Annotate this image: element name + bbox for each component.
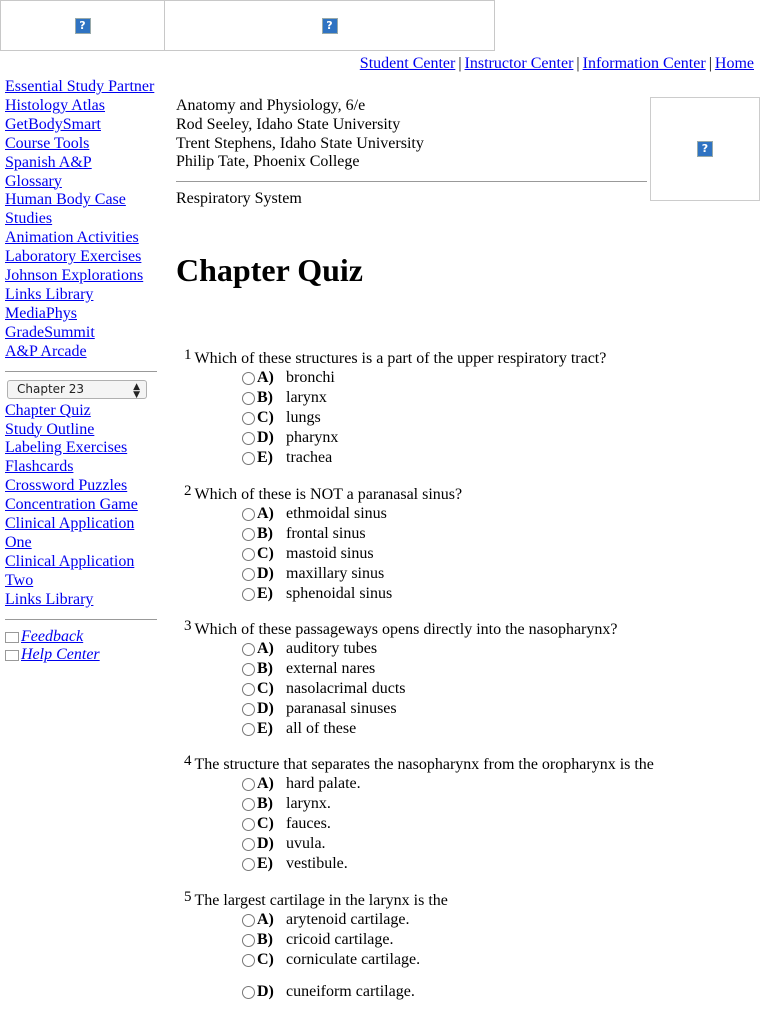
option-text: all of these <box>286 720 357 737</box>
option-letter: C) <box>257 951 274 968</box>
radio-button[interactable] <box>242 663 255 676</box>
sidebar-link-links-library[interactable]: Links Library <box>5 285 94 303</box>
question-text <box>184 483 754 504</box>
option-letter: A) <box>257 505 274 522</box>
question-number: 4 <box>184 753 192 769</box>
answer-options <box>242 368 754 468</box>
select-arrows-icon: ▲ ▼ <box>133 381 140 400</box>
sidebar-divider <box>5 371 157 372</box>
option-letter: B) <box>257 660 273 677</box>
radio-button[interactable] <box>242 858 255 871</box>
option-text: larynx <box>286 389 327 406</box>
answer-option[interactable] <box>242 950 754 970</box>
answer-option[interactable] <box>242 564 754 584</box>
answer-option[interactable] <box>242 428 754 448</box>
option-text: frontal sinus <box>286 525 366 542</box>
answer-option[interactable] <box>242 448 754 468</box>
option-letter: D) <box>257 565 274 582</box>
question-prompt: Which of these passageways opens directly into the nasopharynx? <box>194 621 618 638</box>
question-number: 3 <box>184 618 192 634</box>
option-text: maxillary sinus <box>286 565 385 582</box>
option-text: fauces. <box>286 815 331 832</box>
option-text: cricoid cartilage. <box>286 931 394 948</box>
option-letter: B) <box>257 525 273 542</box>
section-name: Respiratory System <box>176 190 302 207</box>
nav-link-information-center[interactable]: Information Center <box>582 55 706 72</box>
quiz-question <box>184 618 754 739</box>
header-banner-right <box>164 0 495 51</box>
option-text: uvula. <box>286 835 326 852</box>
sidebar-link-mediaphys[interactable]: MediaPhys <box>5 304 77 322</box>
radio-button[interactable] <box>242 548 255 561</box>
book-title: Anatomy and Physiology, 6/e <box>176 97 366 114</box>
nav-separator: | <box>708 55 712 72</box>
answer-option[interactable] <box>242 659 754 679</box>
answer-option[interactable] <box>242 794 754 814</box>
nav-separator: | <box>576 55 580 72</box>
option-text: external nares <box>286 660 376 677</box>
radio-button[interactable] <box>242 683 255 696</box>
top-navigation <box>360 55 754 73</box>
option-letter: B) <box>257 795 273 812</box>
radio-button[interactable] <box>242 528 255 541</box>
sidebar-link-gradesummit[interactable]: GradeSummit <box>5 323 95 341</box>
nav-link-instructor-center[interactable]: Instructor Center <box>464 55 574 72</box>
option-letter: A) <box>257 911 274 928</box>
header-banner-left <box>0 0 165 51</box>
question-prompt: Which of these structures is a part of the upper respiratory tract? <box>194 350 607 367</box>
sidebar-link-glossary[interactable]: Glossary <box>5 172 62 190</box>
radio-button[interactable] <box>242 392 255 405</box>
answer-options <box>242 504 754 604</box>
answer-options <box>242 639 754 739</box>
question-text <box>184 347 754 368</box>
option-letter: C) <box>257 545 274 562</box>
sidebar-link-getbodysmart[interactable]: GetBodySmart <box>5 115 101 133</box>
sidebar-link-concentration-game[interactable]: Concentration Game <box>5 496 138 514</box>
answer-option[interactable] <box>242 679 754 699</box>
option-letter: C) <box>257 680 274 697</box>
answer-option[interactable] <box>242 368 754 388</box>
option-letter: B) <box>257 389 273 406</box>
broken-image-icon: ? <box>322 18 338 34</box>
option-text: arytenoid cartilage. <box>286 911 410 928</box>
question-text <box>184 618 754 639</box>
sidebar-link-links-library[interactable]: Links Library <box>5 590 94 608</box>
answer-option[interactable] <box>242 388 754 408</box>
quiz-question <box>184 347 754 468</box>
sidebar-extra-item <box>5 628 158 647</box>
option-letter: E) <box>257 449 273 466</box>
option-text: paranasal sinuses <box>286 700 397 717</box>
option-text: lungs <box>286 409 321 426</box>
answer-option[interactable] <box>242 854 754 874</box>
answer-options <box>242 910 754 1002</box>
quiz-question <box>184 889 754 1002</box>
option-letter: D) <box>257 429 274 446</box>
answer-option[interactable] <box>242 408 754 428</box>
book-cover-image <box>650 97 760 201</box>
option-text: sphenoidal sinus <box>286 585 393 602</box>
quiz-question <box>184 753 754 874</box>
option-letter: A) <box>257 369 274 386</box>
option-letter: B) <box>257 931 273 948</box>
radio-button[interactable] <box>242 508 255 521</box>
option-letter: D) <box>257 983 274 1000</box>
option-letter: A) <box>257 775 274 792</box>
book-author: Trent Stephens, Idaho State University <box>176 134 424 152</box>
sidebar-chapter-links <box>5 402 158 610</box>
book-info-divider <box>176 181 647 182</box>
option-text: auditory tubes <box>286 640 378 657</box>
option-text: trachea <box>286 449 333 466</box>
sidebar-link-chapter-quiz[interactable]: Chapter Quiz <box>5 401 91 419</box>
question-number: 1 <box>184 347 192 363</box>
option-letter: C) <box>257 409 274 426</box>
radio-button[interactable] <box>242 838 255 851</box>
sidebar-extra-item <box>5 646 158 665</box>
radio-button[interactable] <box>242 914 255 927</box>
option-text: bronchi <box>286 369 335 386</box>
radio-button[interactable] <box>242 703 255 716</box>
answer-option[interactable] <box>242 930 754 950</box>
sidebar-link-study-outline[interactable]: Study Outline <box>5 420 95 438</box>
option-letter: E) <box>257 855 273 872</box>
nav-separator: | <box>458 55 462 72</box>
radio-button[interactable] <box>242 432 255 445</box>
option-text: hard palate. <box>286 775 361 792</box>
answer-option[interactable] <box>242 524 754 544</box>
option-text: cuneiform cartilage. <box>286 983 415 1000</box>
answer-option[interactable] <box>242 639 754 659</box>
nav-link-home[interactable]: Home <box>714 55 754 72</box>
question-text <box>184 753 754 774</box>
option-letter: D) <box>257 835 274 852</box>
sidebar-link-course-tools[interactable]: Course Tools <box>5 134 90 152</box>
sidebar-divider <box>5 619 157 620</box>
radio-button[interactable] <box>242 778 255 791</box>
question-number: 2 <box>184 483 192 499</box>
option-letter: D) <box>257 700 274 717</box>
radio-button[interactable] <box>242 818 255 831</box>
sidebar-link-help-center[interactable]: Help Center <box>21 646 100 664</box>
sidebar <box>5 78 158 665</box>
sidebar-extra-links <box>5 628 158 666</box>
answer-option[interactable] <box>242 814 754 834</box>
question-number: 5 <box>184 889 192 905</box>
answer-option[interactable] <box>242 982 754 1002</box>
book-author: Philip Tate, Phoenix College <box>176 153 360 171</box>
sidebar-link-histology-atlas[interactable]: Histology Atlas <box>5 96 106 114</box>
chapter-select-value: Chapter 23 <box>17 381 85 396</box>
broken-image-icon: ? <box>697 141 713 157</box>
book-info <box>176 97 424 172</box>
option-letter: E) <box>257 720 273 737</box>
option-letter: E) <box>257 585 273 602</box>
option-text: nasolacrimal ducts <box>286 680 406 697</box>
sidebar-link-labeling-exercises[interactable]: Labeling Exercises <box>5 439 128 457</box>
option-letter: A) <box>257 640 274 657</box>
sidebar-link-animation-activities[interactable]: Animation Activities <box>5 229 139 247</box>
sidebar-link-clinical-application-one[interactable]: Clinical Application One <box>5 515 135 551</box>
answer-option[interactable] <box>242 834 754 854</box>
question-text <box>184 889 754 910</box>
small-image-icon <box>5 632 19 643</box>
option-text: ethmoidal sinus <box>286 505 387 522</box>
small-image-icon <box>5 650 19 661</box>
radio-button[interactable] <box>242 723 255 736</box>
option-letter: C) <box>257 815 274 832</box>
broken-image-icon: ? <box>75 18 91 34</box>
sidebar-link-johnson-explorations[interactable]: Johnson Explorations <box>5 267 144 285</box>
book-author: Rod Seeley, Idaho State University <box>176 115 401 133</box>
sidebar-link-flashcards[interactable]: Flashcards <box>5 458 74 476</box>
option-text: pharynx <box>286 429 339 446</box>
radio-button[interactable] <box>242 954 255 967</box>
sidebar-link-laboratory-exercises[interactable]: Laboratory Exercises <box>5 248 142 266</box>
sidebar-link-essential-study-partner[interactable]: Essential Study Partner <box>5 78 155 95</box>
nav-link-student-center[interactable]: Student Center <box>359 55 456 72</box>
sidebar-link-spanish-aandp[interactable]: Spanish A&P <box>5 153 92 171</box>
answer-option[interactable] <box>242 774 754 794</box>
answer-options <box>242 774 754 874</box>
radio-button[interactable] <box>242 452 255 465</box>
sidebar-link-crossword-puzzles[interactable]: Crossword Puzzles <box>5 477 128 495</box>
page-title: Chapter Quiz <box>176 252 363 288</box>
question-prompt: The structure that separates the nasopharynx from the oropharynx is the <box>194 756 654 773</box>
radio-button[interactable] <box>242 643 255 656</box>
sidebar-link-clinical-application-two[interactable]: Clinical Application Two <box>5 552 135 589</box>
answer-option[interactable] <box>242 699 754 719</box>
sidebar-link-aandp-arcade[interactable]: A&P Arcade <box>5 342 87 360</box>
answer-option[interactable] <box>242 910 754 930</box>
answer-option[interactable] <box>242 719 754 739</box>
sidebar-link-human-body-case-studies[interactable]: Human Body Case Studies <box>5 191 126 228</box>
radio-button[interactable] <box>242 412 255 425</box>
question-prompt: The largest cartilage in the larynx is the <box>194 892 448 909</box>
option-text: vestibule. <box>286 855 348 872</box>
answer-option[interactable] <box>242 504 754 524</box>
chapter-select[interactable] <box>7 380 147 399</box>
option-text: corniculate cartilage. <box>286 951 421 968</box>
radio-button[interactable] <box>242 798 255 811</box>
option-text: larynx. <box>286 795 331 812</box>
answer-option[interactable] <box>242 584 754 604</box>
radio-button[interactable] <box>242 568 255 581</box>
question-prompt: Which of these is NOT a paranasal sinus? <box>194 486 463 503</box>
radio-button[interactable] <box>242 934 255 947</box>
answer-option[interactable] <box>242 544 754 564</box>
radio-button[interactable] <box>242 986 255 999</box>
radio-button[interactable] <box>242 372 255 385</box>
sidebar-resource-links <box>5 78 158 362</box>
sidebar-link-feedback[interactable]: Feedback <box>21 627 84 645</box>
option-text: mastoid sinus <box>286 545 374 562</box>
quiz-question <box>184 483 754 604</box>
radio-button[interactable] <box>242 588 255 601</box>
